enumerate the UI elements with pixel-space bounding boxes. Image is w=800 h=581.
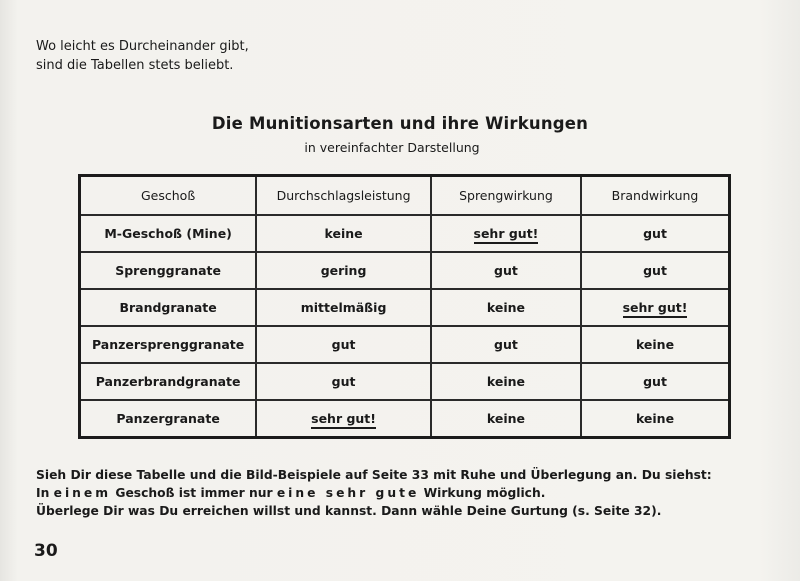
table-header-row [80,176,730,216]
intro-line-2: sind die Tabellen stets beliebt. [36,58,234,73]
note-text: Wirkung möglich. [423,486,546,500]
table-row [80,289,730,326]
page-number: 30 [34,541,58,561]
note-text: In [36,486,50,500]
cell-value: keine [256,215,431,252]
note-line-1: Sieh Dir diese Tabelle und die Bild-Beispiele auf Seite 33 mit Ruhe und Überlegung an. Du siehst: [36,468,712,482]
table-row [80,215,730,252]
cell-value: keine [431,289,581,326]
cell-value: keine [431,363,581,400]
intro-verse [36,37,249,75]
cell-value: keine [581,326,729,363]
explanatory-note [36,466,736,520]
cell-value: keine [581,400,729,438]
underlined-value: sehr gut! [474,226,539,244]
note-line-3: Überlege Dir was Du erreichen willst und kannst. Dann wähle Deine Gurtung (s. Seite 32). [36,504,662,518]
cell-value [431,215,581,252]
header-sprengwirkung: Sprengwirkung [431,176,581,216]
cell-name: Panzersprenggranate [80,326,257,363]
cell-name: Panzergranate [80,400,257,438]
table-row [80,252,730,289]
cell-value: gut [431,326,581,363]
cell-value: gut [581,215,729,252]
cell-value: mittelmäßig [256,289,431,326]
header-geschoss: Geschoß [80,176,257,216]
note-emphasis: eine sehr gute [276,486,420,500]
table-row [80,363,730,400]
cell-value: gut [581,252,729,289]
intro-line-1: Wo leicht es Durcheinander gibt, [36,39,249,54]
underlined-value: sehr gut! [623,300,688,318]
cell-name: Sprenggranate [80,252,257,289]
underlined-value: sehr gut! [311,411,376,429]
header-durchschlagsleistung: Durchschlagsleistung [256,176,431,216]
cell-value: gut [581,363,729,400]
cell-name: M-Geschoß (Mine) [80,215,257,252]
cell-value [581,289,729,326]
table-row [80,326,730,363]
cell-name: Brandgranate [80,289,257,326]
cell-value: gut [256,326,431,363]
header-brandwirkung: Brandwirkung [581,176,729,216]
page-subtitle: in vereinfachter Darstellung [304,140,480,155]
page-title: Die Munitionsarten und ihre Wirkungen [211,114,589,133]
cell-value: gering [256,252,431,289]
cell-value: gut [431,252,581,289]
note-text: Geschoß ist immer nur [115,486,273,500]
cell-value: keine [431,400,581,438]
table-row [80,400,730,438]
cell-name: Panzerbrandgranate [80,363,257,400]
cell-value [256,400,431,438]
cell-value: gut [256,363,431,400]
note-line-2 [36,484,736,502]
ammunition-table [78,174,731,439]
note-emphasis: einem [53,486,112,500]
